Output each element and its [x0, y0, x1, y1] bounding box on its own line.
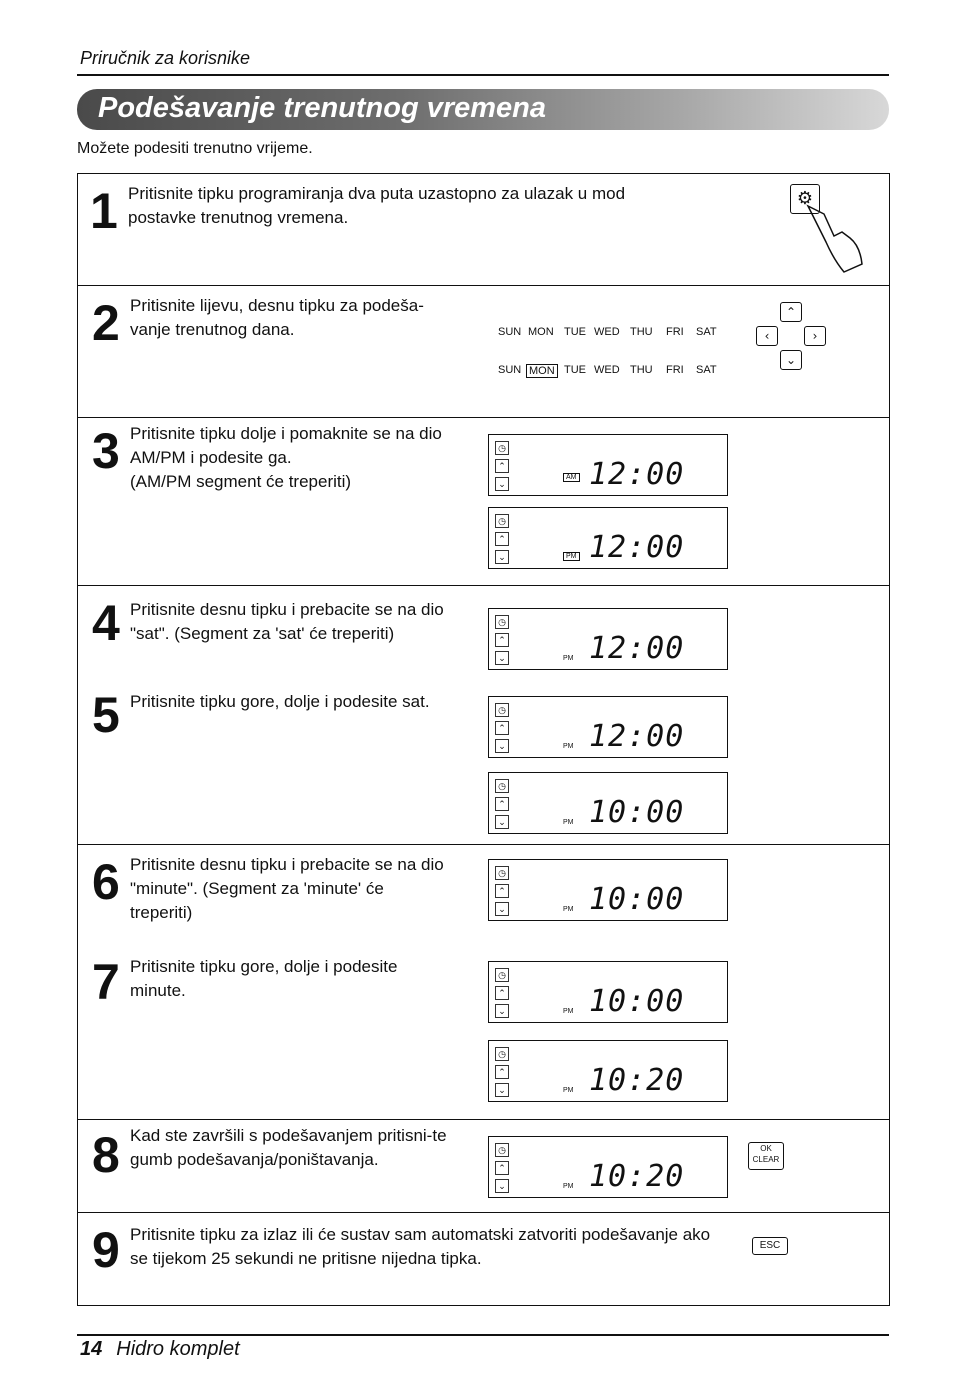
- pm-segment: PM: [563, 552, 580, 561]
- step-number: 2: [92, 295, 120, 351]
- step-number: 1: [90, 183, 118, 239]
- down-icon: ⌄: [495, 477, 509, 491]
- step-number: 7: [92, 954, 120, 1010]
- clock-icon: ◷: [495, 514, 509, 528]
- clock-icon: ◷: [495, 615, 509, 629]
- header-subtitle: Priručnik za korisnike: [80, 48, 251, 68]
- up-icon: ⌃: [495, 721, 509, 735]
- pm-label: PM: [563, 1087, 574, 1094]
- pm-label: PM: [563, 906, 574, 913]
- step-9-box: [77, 1212, 890, 1306]
- clock-icon: ◷: [495, 1143, 509, 1157]
- pm-label: PM: [563, 1008, 574, 1015]
- up-icon: ⌃: [495, 1065, 509, 1079]
- lcd-display: [488, 507, 728, 569]
- down-icon: ⌄: [495, 1179, 509, 1193]
- down-icon: ⌄: [495, 550, 509, 564]
- step-text: Kad ste završili s podešavanjem pritisni-te gumb podešavanja/poništavanja.: [130, 1126, 447, 1169]
- up-icon: ⌃: [495, 1161, 509, 1175]
- intro-text: Možete podesiti trenutno vrijeme.: [77, 140, 313, 157]
- lcd-display: [488, 859, 728, 921]
- step-text: Pritisnite tipku programiranja dva puta uzastopno za ulazak u mod postavke trenutnog vremena.: [128, 184, 626, 227]
- arrow-pad: [754, 298, 864, 408]
- up-icon: ⌃: [495, 459, 509, 473]
- down-icon: ⌄: [495, 651, 509, 665]
- step-4-5-box: [77, 585, 890, 845]
- step-number: 8: [92, 1127, 120, 1183]
- time-readout: 10:20: [589, 1159, 685, 1194]
- left-key-icon: ‹: [756, 326, 778, 346]
- am-segment: AM: [563, 473, 580, 482]
- ok-clear-key-icon: OK CLEAR: [748, 1142, 784, 1170]
- esc-key-icon: ESC: [752, 1237, 788, 1255]
- clock-icon: ◷: [495, 866, 509, 880]
- time-readout: 10:20: [589, 1063, 685, 1098]
- lcd-display: [488, 434, 728, 496]
- down-icon: ⌄: [495, 902, 509, 916]
- header-divider: [77, 74, 889, 76]
- hand-icon: [804, 202, 864, 282]
- step-text: Pritisnite lijevu, desnu tipku za podeša-vanje trenutnog dana.: [130, 296, 424, 339]
- clock-icon: ◷: [495, 968, 509, 982]
- lcd-display: [488, 696, 728, 758]
- step-text: Pritisnite tipku dolje i pomaknite se na dio AM/PM i podesite ga.: [130, 424, 442, 467]
- time-readout: 10:00: [589, 795, 685, 830]
- step-text: Pritisnite tipku gore, dolje i podesite sat.: [130, 692, 430, 711]
- time-readout: 12:00: [589, 457, 685, 492]
- pm-label: PM: [563, 1183, 574, 1190]
- lcd-display: [488, 608, 728, 670]
- step-8-box: [77, 1119, 890, 1213]
- step-number: 3: [92, 423, 120, 479]
- time-readout: 12:00: [589, 530, 685, 565]
- step-note: (AM/PM segment će treperiti): [130, 472, 352, 491]
- pm-label: PM: [563, 743, 574, 750]
- pm-label: PM: [563, 819, 574, 826]
- step-text: Pritisnite desnu tipku i prebacite se na dio "minute". (Segment za 'minute' će treperiti): [130, 855, 444, 922]
- settings-key-illustration: [790, 184, 820, 214]
- lcd-display: [488, 1040, 728, 1102]
- time-readout: 10:00: [589, 984, 685, 1019]
- step-text: Pritisnite desnu tipku i prebacite se na dio "sat". (Segment za 'sat' će treperiti): [130, 600, 444, 643]
- step-number: 6: [92, 854, 120, 910]
- time-readout: 12:00: [589, 719, 685, 754]
- step-text: Pritisnite tipku gore, dolje i podesite minute.: [130, 957, 398, 1000]
- time-readout: 12:00: [589, 631, 685, 666]
- page-number: 14: [80, 1338, 103, 1360]
- step-text: Pritisnite tipku za izlaz ili će sustav sam automatski zatvoriti podešavanje ako se tijekom 25 sekundi ne pritisne nijedna tipka.: [130, 1225, 711, 1268]
- up-key-icon: ⌃: [780, 302, 802, 322]
- gear-icon: ⚙: [790, 184, 820, 214]
- up-icon: ⌃: [495, 986, 509, 1000]
- page-title: Podešavanje trenutnog vremena: [98, 92, 547, 124]
- step-1-box: [77, 173, 890, 286]
- step-number: 4: [92, 595, 120, 651]
- lcd-display: [488, 1136, 728, 1198]
- pm-label: PM: [563, 655, 574, 662]
- step-2-box: 2 Pritisnite lijevu, desnu tipku za podeša-vanje trenutnog dana. SUN MON TUE WED THU FRI SAT SUN MON TUE WED THU FRI SAT ⌃ ‹ › ⌄: [77, 285, 890, 418]
- down-icon: ⌄: [495, 1083, 509, 1097]
- step-number: 9: [92, 1222, 120, 1278]
- clock-icon: ◷: [495, 703, 509, 717]
- up-icon: ⌃: [495, 633, 509, 647]
- step-number: 5: [92, 687, 120, 743]
- lcd-display: [488, 772, 728, 834]
- clock-icon: ◷: [495, 779, 509, 793]
- step-6-7-box: [77, 844, 890, 1120]
- footer: [80, 1338, 240, 1361]
- up-icon: ⌃: [495, 884, 509, 898]
- footer-divider: [77, 1334, 889, 1336]
- step-3-box: [77, 417, 890, 586]
- up-icon: ⌃: [495, 797, 509, 811]
- clock-icon: ◷: [495, 1047, 509, 1061]
- time-readout: 10:00: [589, 882, 685, 917]
- down-icon: ⌄: [495, 739, 509, 753]
- clock-icon: ◷: [495, 441, 509, 455]
- footer-label: Hidro komplet: [116, 1338, 240, 1360]
- right-key-icon: ›: [804, 326, 826, 346]
- down-key-icon: ⌄: [780, 350, 802, 370]
- up-icon: ⌃: [495, 532, 509, 546]
- down-icon: ⌄: [495, 1004, 509, 1018]
- down-icon: ⌄: [495, 815, 509, 829]
- lcd-display: [488, 961, 728, 1023]
